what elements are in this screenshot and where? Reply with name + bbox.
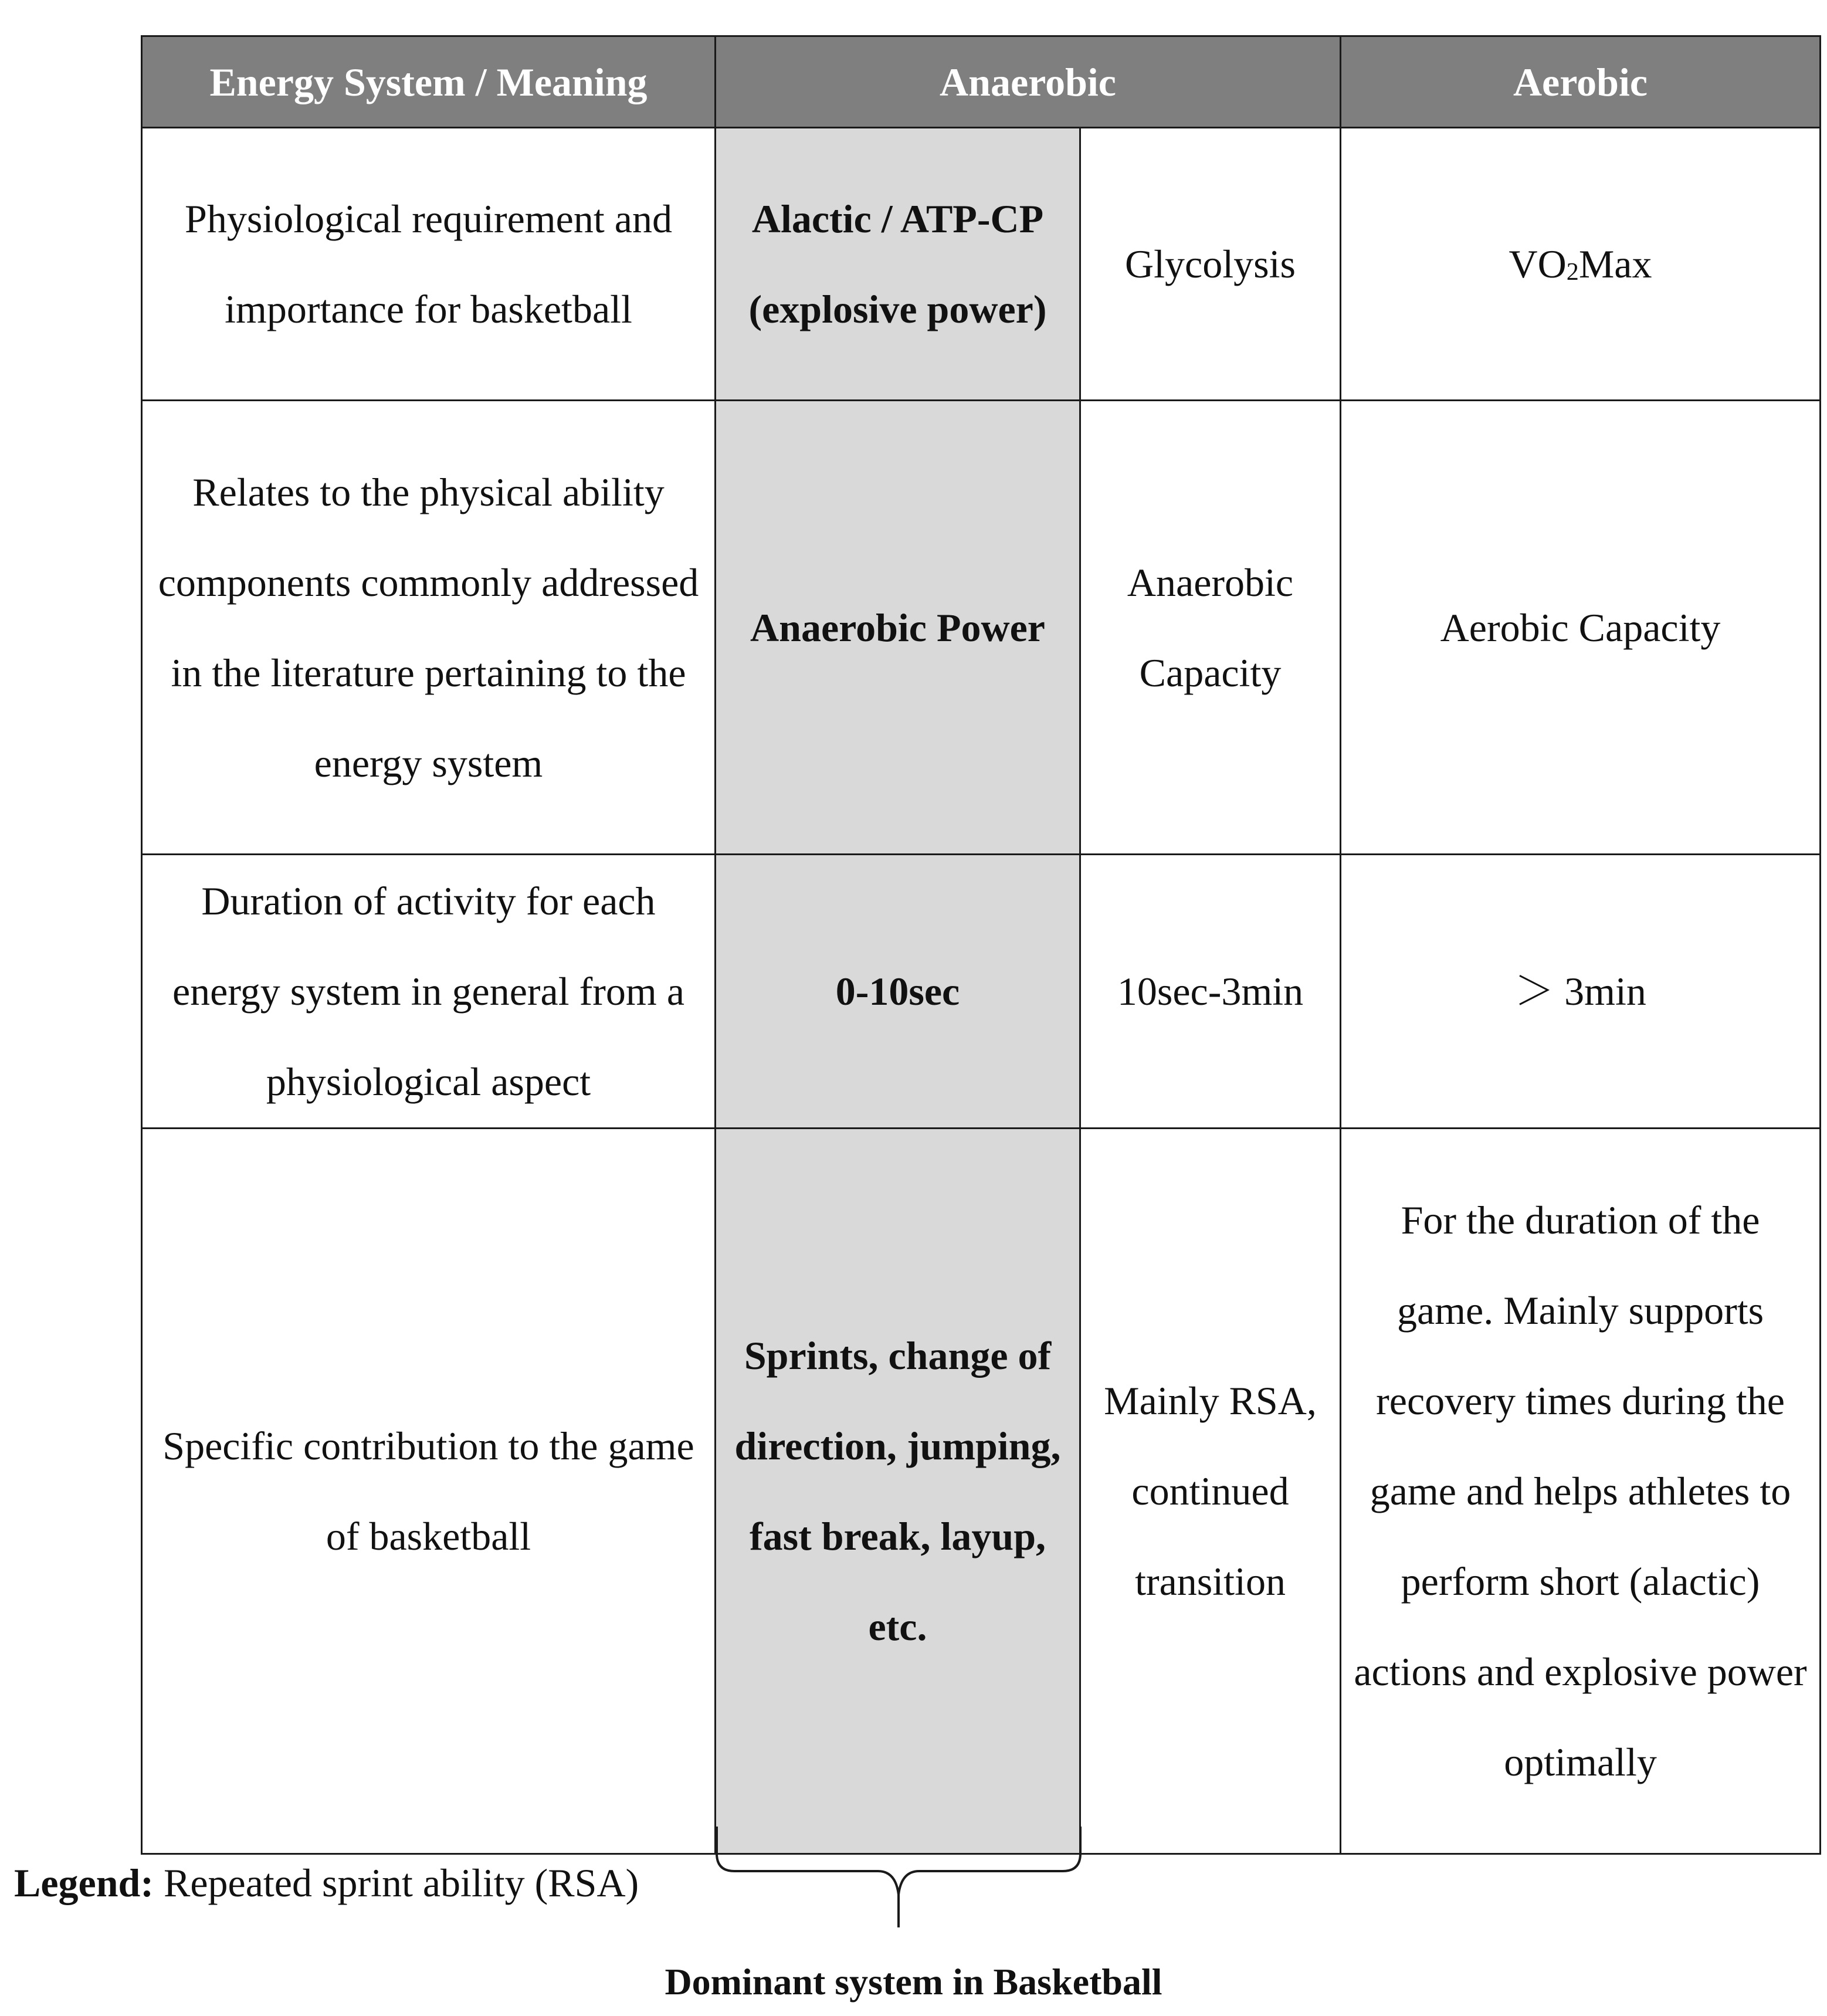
header-aerobic: Aerobic <box>1341 36 1821 128</box>
curly-brace-icon <box>711 1824 1086 1930</box>
alactic-cell: Sprints, change of direction, jumping, fast break, layup, etc. <box>716 1128 1080 1854</box>
meaning-cell: Physiological requirement and importance for basketball <box>142 128 716 401</box>
header-row <box>142 36 1821 128</box>
aerobic-cell: Aerobic Capacity <box>1341 401 1821 855</box>
header-anaerobic: Anaerobic <box>716 36 1341 128</box>
aerobic-subscript: 2 <box>1566 258 1579 286</box>
aerobic-vo-text: VO <box>1509 242 1567 287</box>
aerobic-cell <box>1341 128 1821 401</box>
alactic-cell: Alactic / ATP-CP (explosive power) <box>716 128 1080 401</box>
meaning-cell: Relates to the physical ability components commonly addressed in the literature pertaining to the energy system <box>142 401 716 855</box>
glycolysis-cell: Mainly RSA, continued transition <box>1080 1128 1341 1854</box>
glycolysis-cell: Anaerobic Capacity <box>1080 401 1341 855</box>
glycolysis-cell: Glycolysis <box>1080 128 1341 401</box>
legend <box>14 1854 639 1912</box>
alactic-cell: Anaerobic Power <box>716 401 1080 855</box>
aerobic-cell: ＞ 3min <box>1341 855 1821 1128</box>
aerobic-max-text: Max <box>1578 242 1652 287</box>
aerobic-cell: For the duration of the game. Mainly supports recovery times during the game and helps athletes to perform short (alactic) actions and explosive power optimally <box>1341 1128 1821 1854</box>
meaning-cell: Duration of activity for each energy system in general from a physiological aspect <box>142 855 716 1128</box>
dominant-system-caption: Dominant system in Basketball <box>665 1961 1162 2003</box>
energy-systems-table <box>141 35 1821 1855</box>
table-row <box>142 128 1821 401</box>
legend-text: Repeated sprint ability (RSA) <box>154 1861 639 1905</box>
alactic-cell: 0-10sec <box>716 855 1080 1128</box>
table-row <box>142 401 1821 855</box>
table-row <box>142 855 1821 1128</box>
legend-label: Legend: <box>14 1861 154 1905</box>
meaning-cell: Specific contribution to the game of basketball <box>142 1128 716 1854</box>
header-meaning: Energy System / Meaning <box>142 36 716 128</box>
table-row <box>142 1128 1821 1854</box>
glycolysis-cell: 10sec-3min <box>1080 855 1341 1128</box>
